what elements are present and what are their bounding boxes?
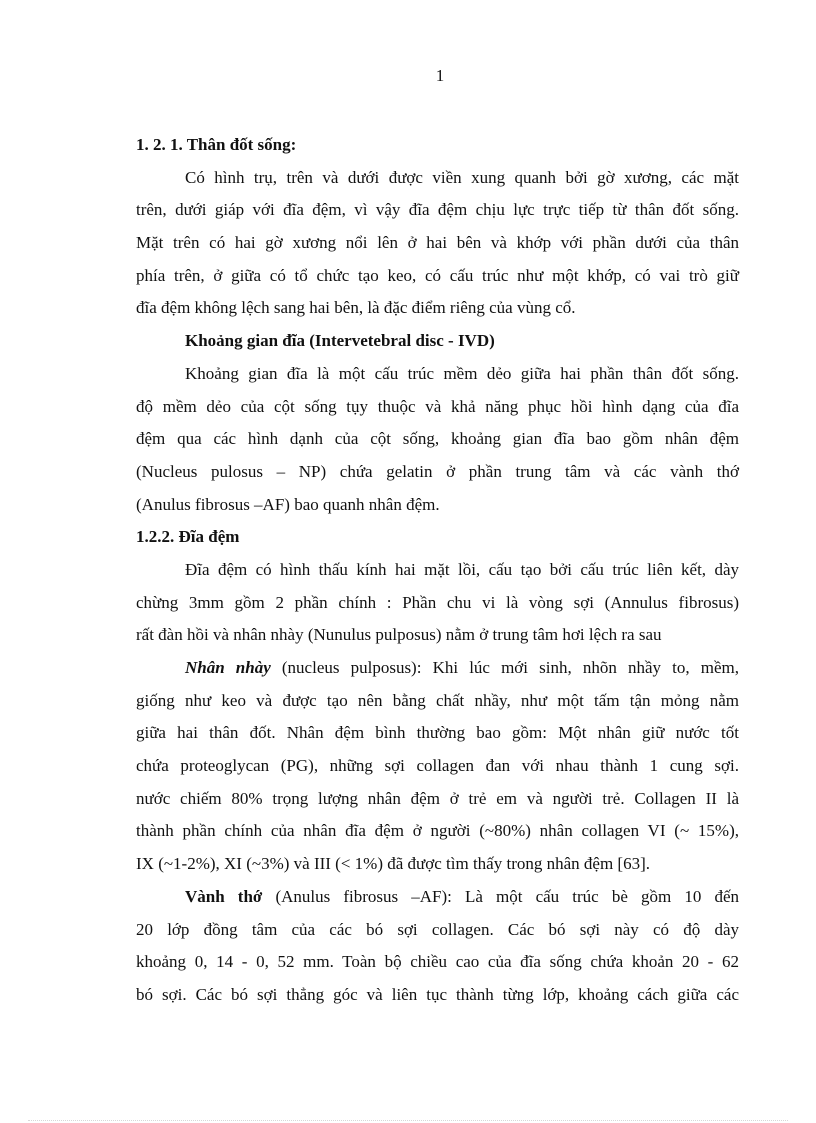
paragraph-line: trên, dưới giáp với đĩa đệm, vì vậy đĩa đệm chịu lực trực tiếp từ thân đốt sống. <box>136 200 739 220</box>
paragraph-line: rất đàn hồi và nhân nhày (Nunulus pulposus) nằm ở trung tâm hơi lệch ra sau <box>136 625 662 645</box>
paragraph-line: Mặt trên có hai gờ xương nổi lên ở hai bên và khớp với phần dưới của thân <box>136 233 739 253</box>
paragraph-line: Có hình trụ, trên và dưới được viền xung quanh bởi gờ xương, các mặt <box>185 167 739 187</box>
paragraph-line: khoảng 0, 14 - 0, 52 mm. Toàn bộ chiều cao của đĩa sống chứa khoản 20 - 62 <box>136 952 739 972</box>
section-heading: 1.2.2. Đĩa đệm <box>136 527 240 547</box>
paragraph-line: phía trên, ở giữa có tổ chức tạo keo, có cấu trúc như một khớp, có vai trò giữ <box>136 265 739 285</box>
paragraph-line: thành phần chính của nhân đĩa đệm ở người (~80%) nhân collagen VI (~ 15%), <box>136 821 739 841</box>
paragraph-line: đĩa đệm không lệch sang hai bên, là đặc điểm riêng của vùng cổ. <box>136 298 576 318</box>
term-nucleus: Nhân nhày <box>185 658 271 677</box>
paragraph-line: Nhân nhày (nucleus pulposus): Khi lúc mới sinh, nhõn nhầy to, mềm, <box>185 658 739 677</box>
paragraph-line: IX (~1-2%), XI (~3%) và III (< 1%) đã được tìm thấy trong nhân đệm [63]. <box>136 854 651 874</box>
paragraph-line: (Nucleus pulosus – NP) chứa gelatin ở phần trung tâm và các vành thớ <box>136 461 739 481</box>
paragraph-line: Đĩa đệm có hình thấu kính hai mặt lồi, cấu tạo bởi cấu trúc liên kết, dày <box>185 559 739 579</box>
page-number: 1 <box>435 66 445 85</box>
paragraph-line: đệm qua các hình dạnh của cột sống, khoảng gian đĩa bao gồm nhân đệm <box>136 429 739 449</box>
paragraph-line: Vành thớ (Anulus fibrosus –AF): Là một cấu trúc bè gồm 10 đến <box>185 886 739 906</box>
paragraph-line: 20 lớp đồng tâm của các bó sợi collagen. Các bó sợi này có độ dày <box>136 919 739 939</box>
paragraph-line: Khoảng gian đĩa là một cấu trúc mềm dẻo giữa hai phần thân đốt sống. <box>185 363 739 383</box>
paragraph-line: chừng 3mm gồm 2 phần chính : Phần chu vi là vòng sợi (Annulus fibrosus) <box>136 592 739 612</box>
paragraph-line: bó sợi. Các bó sợi thẳng góc và liên tục thành từng lớp, khoảng cách giữa các <box>136 984 739 1004</box>
paragraph-line: giống như keo và được tạo nên bằng chất nhầy, như một tấm tận mỏng nằm <box>136 690 739 710</box>
document-body <box>136 129 739 1012</box>
paragraph-line: độ mềm dẻo của cột sống tụy thuộc và khả năng phục hồi hình dạng của đĩa <box>136 396 739 416</box>
paragraph-line: (Anulus fibrosus –AF) bao quanh nhân đệm. <box>136 494 440 514</box>
paragraph-line: giữa hai thân đốt. Nhân đệm bình thường bao gồm: Một nhân giữ nước tốt <box>136 723 739 743</box>
section-heading: 1. 2. 1. Thân đốt sống: <box>136 135 297 154</box>
page-bottom-divider <box>28 1120 788 1121</box>
subsection-heading: Khoảng gian đĩa (Intervetebral disc - IVD) <box>185 331 495 351</box>
term-anulus: Vành thớ <box>185 886 263 906</box>
paragraph-line: nước chiếm 80% trọng lượng nhân đệm ở trẻ em và người trẻ. Collagen II là <box>136 788 739 808</box>
paragraph-line: chứa proteoglycan (PG), những sợi collagen đan với nhau thành 1 cung sợi. <box>136 756 739 776</box>
